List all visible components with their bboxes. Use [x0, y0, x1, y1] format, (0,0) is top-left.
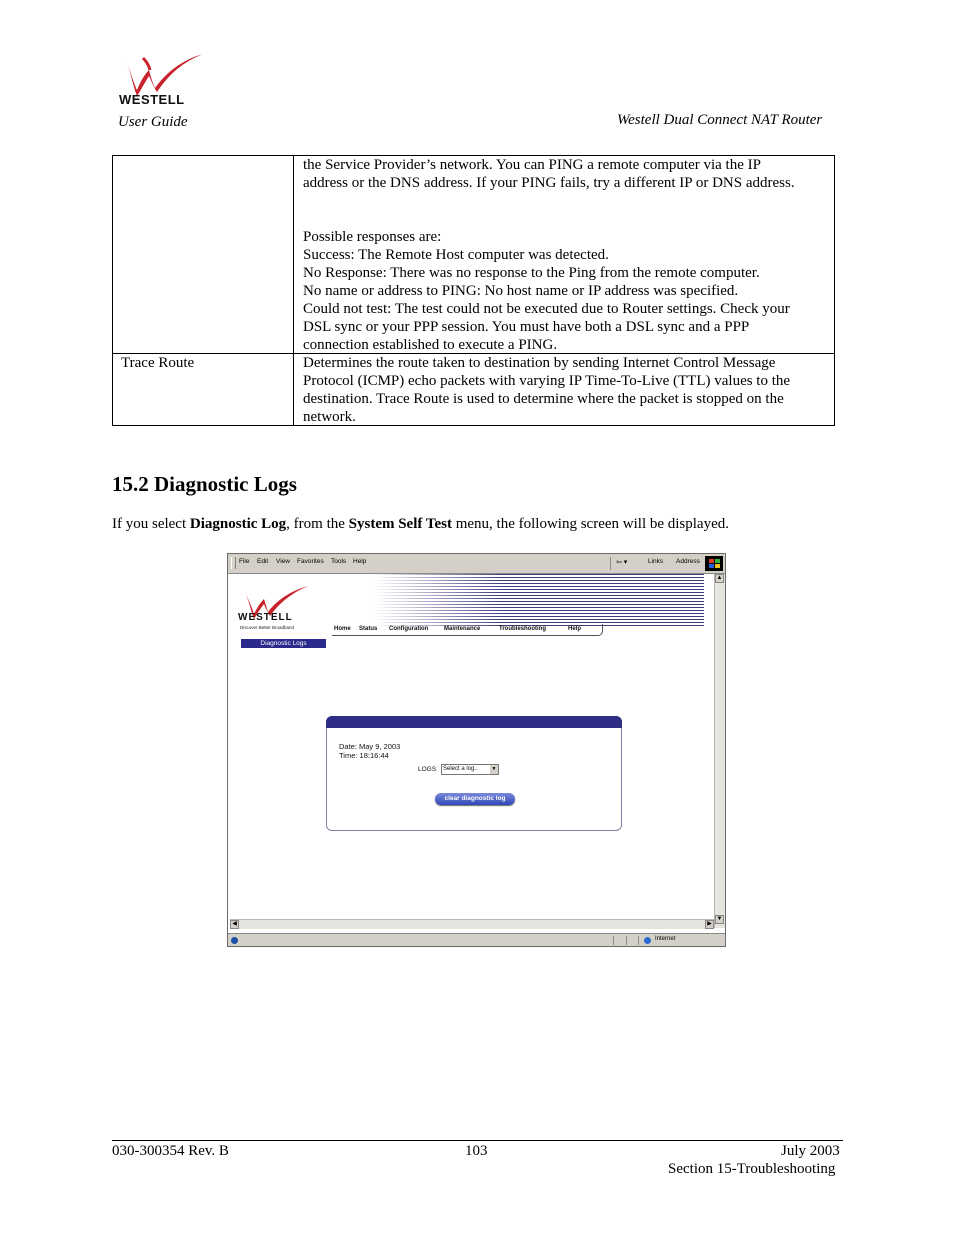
- footer-rule: [112, 1140, 843, 1141]
- cell-line: No name or address to PING: No host name or IP address was specified.: [303, 283, 739, 299]
- page-tagline: Discover Better Broadband: [240, 625, 295, 630]
- logs-label: LOGS: [418, 766, 437, 773]
- intro-paragraph: [112, 516, 729, 533]
- logo-wordmark: WESTELL: [119, 92, 185, 107]
- browser-statusbar: [228, 933, 725, 947]
- internet-zone-icon: [644, 937, 651, 944]
- intro-text: menu, the following screen will be displayed.: [451, 516, 730, 532]
- nav-home[interactable]: Home: [334, 626, 351, 632]
- status-separator: [626, 936, 627, 945]
- table-column-divider: [293, 155, 294, 426]
- westell-logo: [113, 52, 205, 108]
- status-zone-label: Internet: [655, 936, 676, 942]
- footer-page-number: 103: [465, 1143, 488, 1159]
- cell-line: connection established to execute a PING.: [303, 337, 558, 353]
- intro-text: , from the: [286, 516, 349, 532]
- cell-line: Protocol (ICMP) echo packets with varying IP Time-To-Live (TTL) values to the: [303, 373, 791, 389]
- log-select-value: Select a log..: [443, 766, 478, 772]
- nav-troubleshooting[interactable]: Troubleshooting: [499, 626, 546, 632]
- toolbar-separator: [610, 557, 611, 570]
- scroll-up-icon[interactable]: ▲: [716, 575, 723, 581]
- cell-line: No Response: There was no response to the Ping from the remote computer.: [303, 265, 760, 281]
- menu-file[interactable]: File: [239, 558, 250, 565]
- header-left-caption: User Guide: [118, 114, 188, 130]
- scroll-down-icon[interactable]: ▼: [716, 916, 723, 922]
- browser-page: [230, 574, 714, 919]
- nav-configuration[interactable]: Configuration: [389, 626, 429, 632]
- menu-favorites[interactable]: Favorites: [297, 558, 324, 565]
- browser-screenshot: [227, 553, 726, 947]
- status-separator: [613, 936, 614, 945]
- footer-section: Section 15-Troubleshooting: [668, 1161, 836, 1177]
- date-text: Date: May 9, 2003: [339, 742, 401, 751]
- table-cell-trace-route-label: Trace Route: [121, 355, 195, 371]
- intro-text: If you select: [112, 516, 190, 532]
- cell-line: Success: The Remote Host computer was detected.: [303, 247, 609, 263]
- clear-diagnostic-log-button[interactable]: clear diagnostic log: [435, 793, 515, 805]
- scroll-left-icon[interactable]: ◀: [230, 920, 239, 929]
- header-right-caption: Westell Dual Connect NAT Router: [617, 112, 823, 128]
- windows-logo-icon: [705, 556, 723, 571]
- cell-line: destination. Trace Route is used to determine where the packet is stopped on the: [303, 391, 784, 407]
- cell-line: [303, 192, 828, 210]
- menu-tools[interactable]: Tools: [331, 558, 347, 565]
- back-arrow-icon[interactable]: ⇦ ▾: [616, 559, 628, 566]
- address-button[interactable]: Address: [676, 558, 700, 565]
- diagnostic-panel-header: [326, 716, 622, 728]
- table-cell-ping-description: [303, 156, 828, 354]
- menu-view[interactable]: View: [276, 558, 290, 565]
- nav-help[interactable]: Help: [568, 626, 582, 632]
- vertical-scrollbar[interactable]: [714, 574, 725, 928]
- cell-line: address or the DNS address. If your PING fails, try a different IP or DNS address.: [303, 175, 795, 191]
- page-status-icon: [231, 937, 238, 944]
- cell-line: Determines the route taken to destination by sending Internet Control Message: [303, 355, 776, 371]
- nav-status[interactable]: Status: [359, 626, 378, 632]
- toolbar-grip[interactable]: [231, 557, 236, 569]
- scroll-right-icon[interactable]: ▶: [705, 920, 714, 929]
- menu-edit[interactable]: Edit: [257, 558, 269, 565]
- cell-line: Could not test: The test could not be executed due to Router settings. Check your: [303, 301, 790, 317]
- horizontal-scrollbar[interactable]: [230, 919, 714, 929]
- page-wordmark: WESTELL: [238, 612, 293, 623]
- cell-line: DSL sync or your PPP session. You must have both a DSL sync and a PPP: [303, 319, 750, 335]
- intro-bold-diagnostic-log: Diagnostic Log: [189, 516, 287, 532]
- table-cell-trace-route-description: [303, 354, 828, 426]
- cell-line: [303, 210, 828, 228]
- intro-bold-system-self-test: System Self Test: [348, 516, 452, 532]
- links-button[interactable]: Links: [648, 558, 664, 565]
- browser-menubar: [228, 554, 725, 574]
- footer-doc-number: 030-300354 Rev. B: [112, 1143, 229, 1159]
- menu-help[interactable]: Help: [353, 558, 367, 565]
- chevron-down-icon[interactable]: ▼: [491, 766, 497, 772]
- page-title-tab: Diagnostic Logs: [241, 639, 326, 648]
- cell-line: network.: [303, 409, 356, 425]
- footer-date: July 2003: [781, 1143, 840, 1159]
- section-heading: 15.2 Diagnostic Logs: [112, 472, 297, 496]
- nav-maintenance[interactable]: Maintenance: [444, 626, 481, 632]
- status-separator: [638, 936, 639, 945]
- cell-line: Possible responses are:: [303, 229, 442, 245]
- time-text: Time: 18:16:44: [339, 751, 389, 760]
- cell-line: the Service Provider’s network. You can PING a remote computer via the IP: [303, 157, 761, 173]
- header-stripes-fade: [373, 574, 503, 626]
